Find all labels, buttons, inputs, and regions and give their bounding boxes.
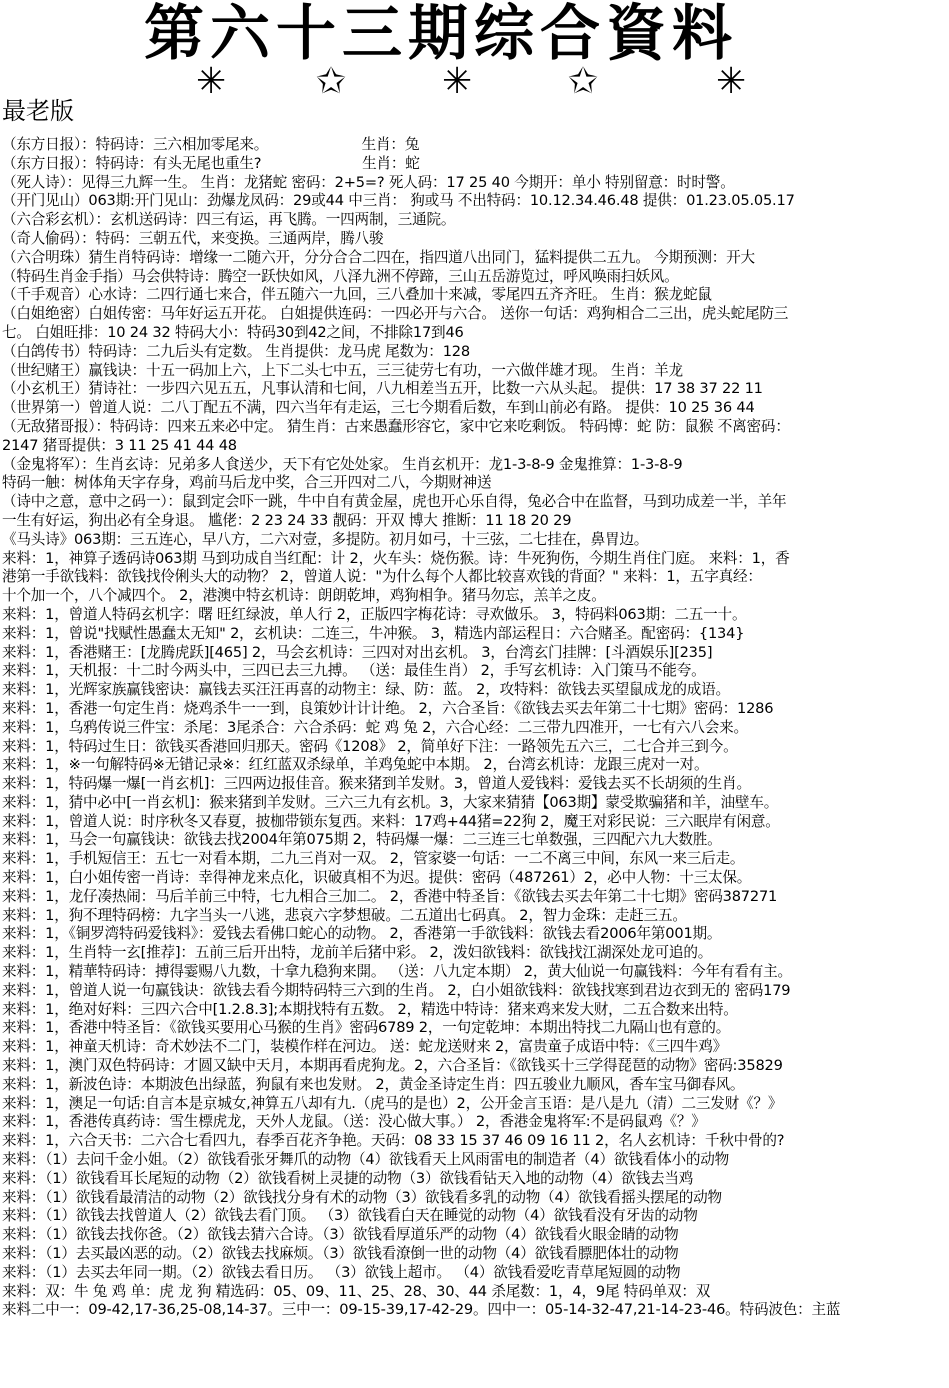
star-outline-icon: ✩ (568, 61, 599, 102)
text-line: （世界第一）曾道人说：二八丁配五不满，四六当年有走运，三七今期看后数，车到山前必有路。 提供：10 25 36 44 (2, 399, 755, 417)
text-line: 来料：（1）欲钱去找曾道人（2）欲钱去看门顶。 （3）欲钱看白天在睡觉的动物（4）欲钱看没有牙齿的动物 (2, 1207, 698, 1225)
text-line: 来料：1，澳门双色特码诗：才圆又缺中天月，本期再看虎狗龙。2，六合圣旨：《欲钱买十三学得琵琶的动物》密码:35829 (2, 1057, 783, 1075)
text-line: 来料：1，※一句解特码※无错记录※：红红蓝双杀绿单，羊鸡兔蛇中本期。 2，台湾玄机诗：龙跟三虎对一对。 (2, 756, 709, 774)
text-line: 来料：1，香港中特圣旨：《欲钱买要用心马猴的生肖》密码6789 2，一句定乾坤：本期出特找二九隔山也有意的。 (2, 1019, 731, 1037)
text-line: 来料：1，曾道人说：时序秋冬又春夏，披枷带锁东复西。来料：17鸡+44猪=22狗 2，魔王对彩民说：三六眠岸有闲意。 (2, 812, 780, 830)
text-line: 来料：（1）去问千金小姐。（2）欲钱看张牙舞爪的动物（4）欲钱看天上风雨雷电的制造者（4）欲钱看体小的动物 (2, 1151, 730, 1169)
text-line: 来料：（1）去买最凶恶的动。（2）欲钱去找麻烦。（3）欲钱看潦倒一世的动物（4）欲钱看膘肥体壮的动物 (2, 1245, 679, 1263)
text-line: 来料：1，生肖特一玄[推荐]：五前三后开出特，龙前羊后猪中彩。 2，泼妇欲钱料：欲钱找江湖深处龙可追的。 (2, 944, 713, 962)
text-line: 来料：1，猜中必中[一肖玄机]：猴来猪到羊发财。三六三九有玄机。3，大家来猜猜【063期】蒙受欺骗猪和羊，油壁车。 (2, 793, 779, 811)
text-line: 来料：1，香港赌王：[龙腾虎跃][465] 2，马会玄机诗：三四对对出玄机。 3，台湾玄门挂牌：[斗酒娱乐][235] (2, 643, 713, 661)
text-line: （奇人偷码）：特码：三朝五代，来变换。三通两岸，腾八骏 (2, 229, 384, 247)
text-line: 来料：1，澳足一句话:自言本是京城女,神算五八却有九.（虎马的是也）2，公开金言玉语：是八是九（清）二三发财《？》 (2, 1094, 783, 1112)
text-line: 来料：1，手机短信王：五七一对看本期，二九三肖对一双。 2，管家婆一句话：一二不离三中间，东风一来三后走。 (2, 850, 745, 868)
section-heading: 最老版 (2, 97, 74, 125)
text-line: 来料：1，曾说"找赋性愚蠢太无知" 2，玄机诀：二连三，牛冲猴。 3，精选内部运程日：六合赌圣。配密码：{134} (2, 624, 745, 642)
text-line: 特码一触：树体角天字存身，鸡前马后龙中奖，合三开四对二八，今期财神送 (2, 474, 492, 492)
text-line: （诗中之意，意中之码一）：鼠到定会吓一跳，牛中自有黄金屋，虎也开心乐自得，兔必合中在监督，马到功成差一半，羊年 (2, 493, 787, 511)
text-line: 来料：1，神童天机诗：奇术妙法不二门，装模作样在河边。 送：蛇龙送财来 2，富贵童子成语中特：《三四牛鸡》 (2, 1038, 728, 1056)
text-line: 来料：1，绝对好料：三四六合中[1.2.8.3];本期找特有五数。 2，精选中特诗：猪来鸡来发大财，二五合数来出特。 (2, 1000, 738, 1018)
text-line: 港第一手欲钱料：欲钱找伶俐头大的动物？ 2，曾道人说："为什么每个人都比较喜欢钱的背面？" 来料：1，五字真经： (2, 568, 762, 586)
text-line: 来料：（1）欲钱看最清洁的动物（2）欲钱找分身有术的动物（3）欲钱看多乳的动物（4）欲钱看摇头摆尾的动物 (2, 1188, 722, 1206)
text-line: （白姐绝密）白姐传密：马年好运五开花。 白姐提供连码：一四必开与六合。 送你一句话：鸡狗相合二三出，虎头蛇尾防三 (2, 305, 789, 323)
text-line: 来料：1，特码爆一爆[一肖玄机]：三四两边报佳音。猴来猪到羊发财。3，曾道人爱钱料：爱钱去买不长胡须的生肖。 (2, 775, 751, 793)
text-line: 来料：1，精華特码诗：搏得霎赐八九数，十拿九稳狗来開。 （送：八九定本期） 2，黄大仙说一句赢钱料：今年有看有主。 (2, 963, 792, 981)
page-title: 第六十三期综合資料 (144, 0, 738, 69)
text-line: （无敌猪哥报）：特码诗：四来五来必中定。 猜生肖：古来愚蠢形容它，家中它来吃剩饭。 特码博：蛇 防：鼠猴 不离密码： (2, 417, 790, 435)
text-line: （金鬼将军）：生肖玄诗：兄弟多人食送少，天下有它处处家。 生肖玄机开：龙1-3-8-9 金鬼推算：1-3-8-9 (2, 455, 683, 473)
text-line: 来料：1，特码过生日：欲钱买香港回归那天。密码《1208》 2，简单好下注：一路领先五六三，二七合并三到今。 (2, 737, 738, 755)
text-line: 来料：1，天机报：十二时今两头中，三四已去三九搏。 （送：最佳生肖） 2，手写玄机诗：入门策马不能夸。 (2, 662, 706, 680)
text-line: 来料：1，新波色诗：本期波色出绿蓝，狗鼠有来也发财。 2，黄金圣诗定生肖：四五骏业九顺风，香车宝马御春风。 (2, 1075, 745, 1093)
text-line: 来料：1，狗不理特码榜：九字当头一八逃，悲哀六字梦想破。二五道出七码真。 2，智力金珠：走赶三五。 (2, 906, 687, 924)
header (0, 0, 949, 100)
text-line: （东方日报）：特码诗：有头无尾也重生? 生肖：蛇 (2, 154, 420, 172)
text-line: （白鸽传书）特码诗：二九后头有定数。 生肖提供：龙马虎 尾数为：128 (2, 342, 470, 360)
text-line: 来料二中一：09-42,17-36,25-08,14-37。三中一：09-15-39,17-42-29。四中一：05-14-32-47,21-14-23-46。特码波色：主蓝 (2, 1301, 841, 1319)
text-line: （千手观音）心水诗：二四行通七来合，伴五随六一九回，三八叠加十来减，零尾四五齐齐旺。 生肖：猴龙蛇鼠 (2, 286, 712, 304)
text-line: （死人诗）：见得三九辉一生。 生肖：龙猪蛇 密码：2+5=? 死人码：17 25 40 今期开：单小 特别留意：时时警。 (2, 173, 735, 191)
text-line: 来料：1，曾道人特码玄机字：曙 旺红绿波，单人行 2，正版四字梅花诗：寻欢做乐。 3，特码料063期：二五一十。 (2, 605, 747, 623)
text-line: 来料：1，神算子透码诗063期 马到功成自当红配：计 2，火车头：烧伤猴。诗：牛死狗伤，今期生肖住门庭。 来料：1，香 (2, 549, 790, 567)
text-line: 来料：双：牛 兔 鸡 单：虎 龙 狗 精选码：05、09、11、25、28、30、44 杀尾数：1，4，9尾 特码单双：双 (2, 1282, 711, 1300)
text-line: （小玄机王）猜诗社：一步四六见五五，凡事认清和七间，八九相差当五开，比数一六从头起。 提供：17 38 37 22 11 (2, 380, 763, 398)
text-line: 来料：1，乌鸦传说三件宝：杀尾：3尾杀合：六合杀码：蛇 鸡 兔 2，六合心经：二三带九四准开，一七有六八会来。 (2, 718, 748, 736)
text-line: 来料：1，六合天书：二六合七看四九，春季百花齐争艳。天码：08 33 15 37 46 09 16 11 2，名人玄机诗：千秋中骨的? (2, 1132, 785, 1150)
text-line: （特码生肖金手指）马会供特诗：腾空一跃快如风，八泽九洲不停蹄，三山五岳游览过，呼风唤雨扫妖风。 (2, 267, 679, 285)
text-line: （六合明珠）猜生肖特码诗：增缘一二随六开，分分合合二四在，指四道八出同门，猛料提供二五九。 今期预测：开大 (2, 248, 755, 266)
text-line: 来料：1，光辉家族赢钱密诀：赢钱去买汪汪再喜的动物主：绿、防：蓝。 2，攻特料：欲钱去买望鼠成龙的成语。 (2, 681, 730, 699)
star-ornament-icon: ✳ (716, 61, 747, 102)
star-ornament-icon: ✳ (442, 61, 473, 102)
text-line: 来料：（1）欲钱看耳长尾短的动物（2）欲钱看树上灵捷的动物（3）欲钱看钻天入地的动物（4）欲钱去当鸡 (2, 1169, 694, 1187)
text-line: 七。 白姐旺排：10 24 32 特码大小：特码30到42之间，不排除17到46 (2, 323, 464, 341)
text-line: （世纪赌王）赢钱诀：十五一码加上六，上下二头七中五，三三徒劳七有功，一六做伴雄才现。 生肖：羊龙 (2, 361, 683, 379)
text-line: 2147 猪哥提供：3 11 25 41 44 48 (2, 436, 237, 454)
text-line: 来料：1，龙仔凑热闹：马后羊前三中特，七九相合三加二。 2，香港中特圣旨：《欲钱去买去年第二十七期》密码387271 (2, 887, 778, 905)
text-line: 来料：（1）去买去年同一期。（2）欲钱去看日历。 （3）欲钱上超市。 （4）欲钱看爱吃青草尾短圆的动物 (2, 1263, 681, 1281)
star-ornament-icon: ✳ (196, 61, 227, 102)
text-line: （六合彩玄机）：玄机送码诗：四三有运，再飞腾。一四两制，三通院。 (2, 211, 456, 229)
text-line: 来料：1，马会一句赢钱诀：欲钱去找2004年第075期 2，特码爆一爆：二三连三七单数强，三四配六九大数胜。 (2, 831, 722, 849)
text-line: 一生有好运，狗出必有全身退。 尴佬：2 23 24 33 靓码：开双 博大 推断：11 18 20 29 (2, 511, 572, 529)
text-line: 来料：1，白小姐传密一肖诗：幸得神龙来点化，识破真相不为迟。提供：密码（487261）2，必中人物：十三太保。 (2, 869, 752, 887)
text-line: 来料：1，《铜罗湾特码爱钱料》：爱钱去看佛口蛇心的动物。 2，香港第一手欲钱料：欲钱去看2006年第001期。 (2, 925, 722, 943)
text-line: （开门见山）063期:开门见山：劲爆龙凤码：29或44 中三肖： 狗或马 不出特码：10.12.34.46.48 提供：01.23.05.05.17 (2, 192, 795, 210)
text-line: 《马头诗》063期：三五连心，早八方，二六对壹，多提防。初月如弓，十三弦，二七挂在，鼻胃边。 (2, 530, 649, 548)
text-line: 十个加一个，八个减四个。 2，港澳中特玄机诗：朗朗乾坤，鸡狗相争。猪马勿忘，羔羊之皮。 (2, 587, 606, 605)
text-line: 来料：1，香港一句定生肖：烧鸡杀牛一一到，良策妙计计计绝。 2，六合圣旨：《欲钱去买去年第二十七期》密码：1286 (2, 699, 774, 717)
text-line: 来料：1，香港传真药诗：雪生標虎龙，天外人龙鼠。（送：没心做大事。） 2，香港金鬼将军:不是码鼠鸡《？》 (2, 1113, 706, 1131)
content-body (2, 136, 946, 1386)
text-line: 来料：1，曾道人说一句赢钱诀：欲钱去看今期特码特三六到的生肖。 2，白小姐欲钱料：欲钱找寒到君边衣到无的 密码179 (2, 981, 791, 999)
text-line: （东方日报）：特码诗：三六相加零尾来。 生肖：兔 (2, 136, 420, 153)
text-line: 来料：（1）欲钱去找你爸。（2）欲钱去猜六合诗。（3）欲钱看厚道乐严的动物（4）欲钱看火眼金睛的动物 (2, 1226, 679, 1244)
star-outline-icon: ✩ (316, 61, 347, 102)
